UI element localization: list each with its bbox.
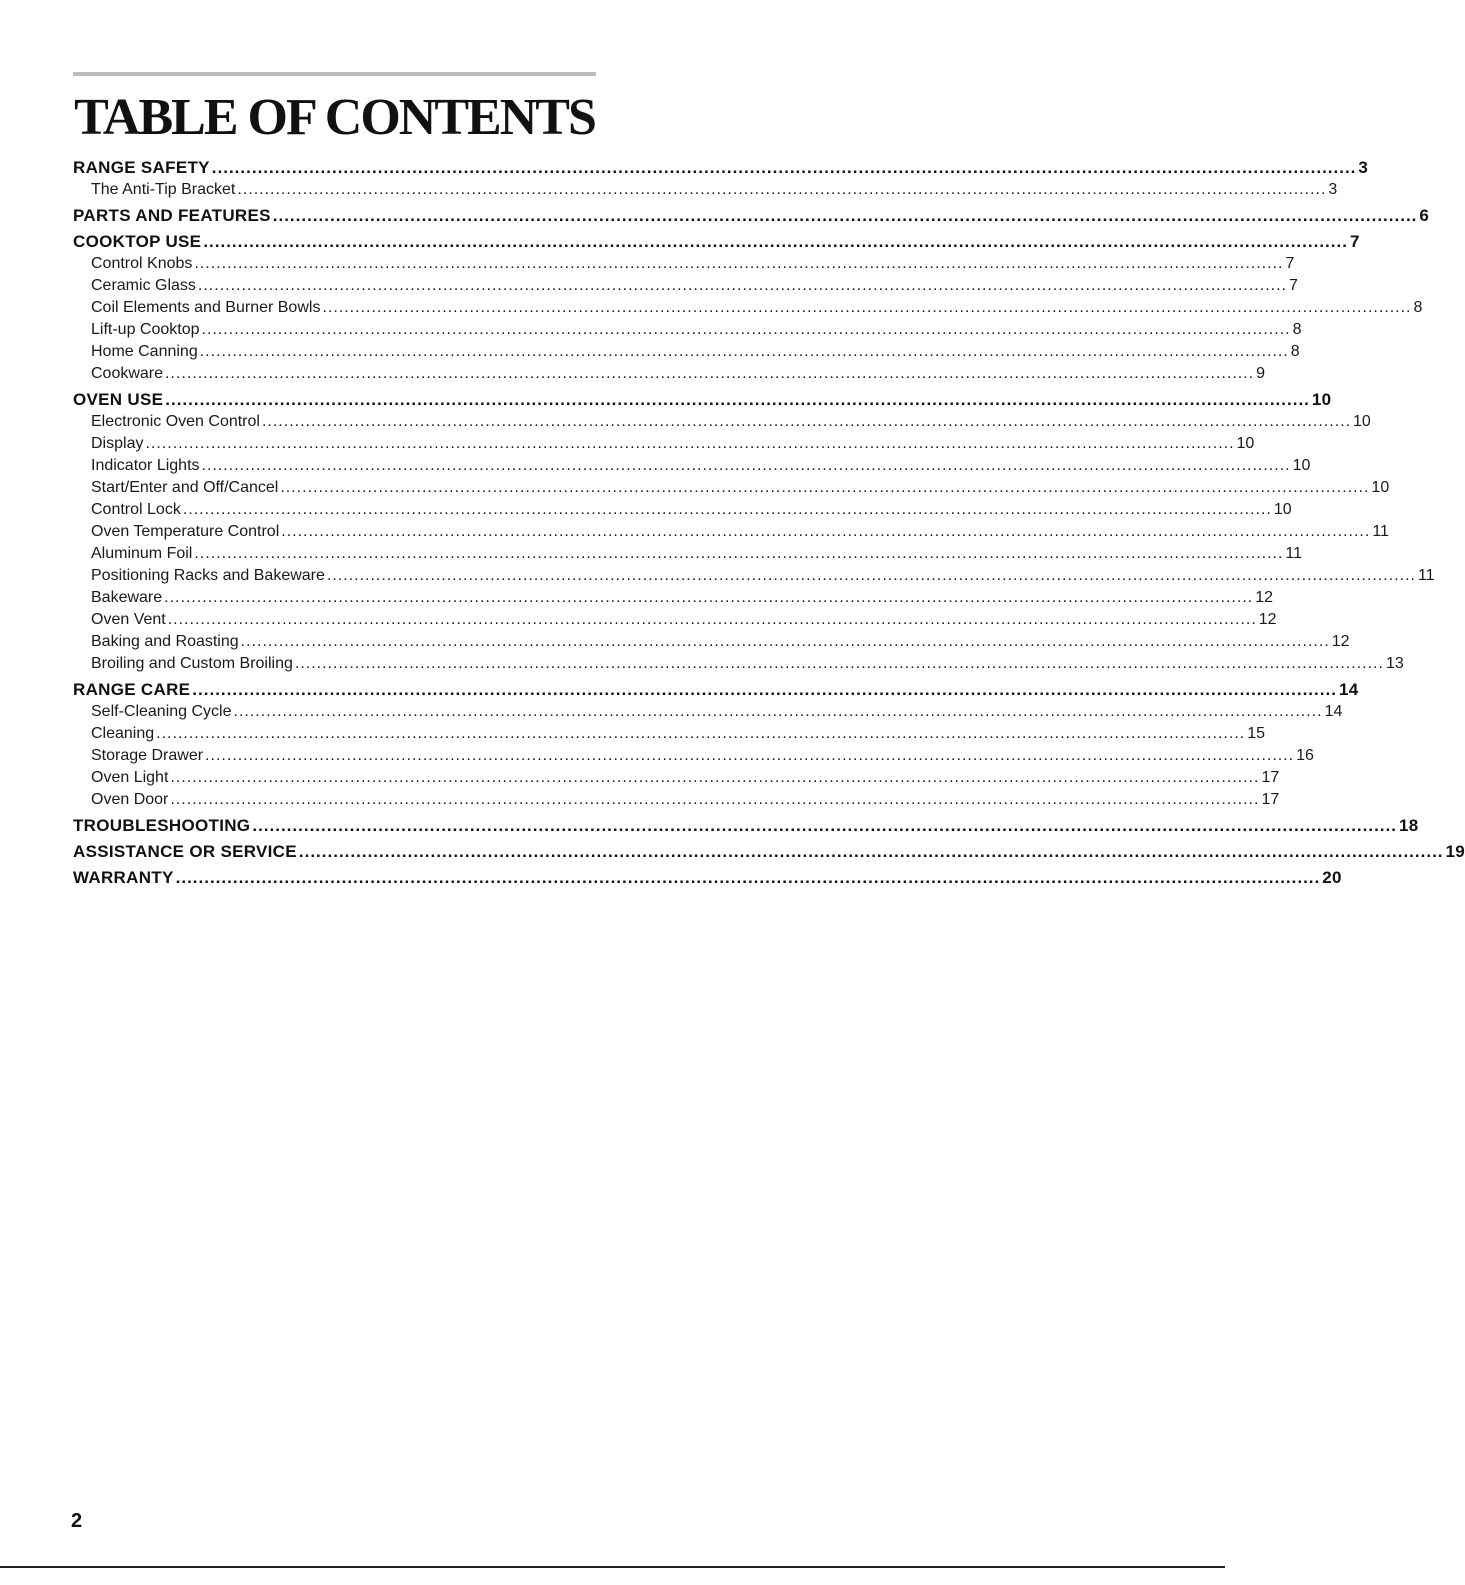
toc-section-entry[interactable] [73,815,1419,837]
toc-entry-label: Home Canning [91,343,198,360]
dot-leader: ........................................................................................................................................................................................................ [170,791,1260,808]
toc-subsection-entry[interactable] [73,565,1435,587]
toc-entry-page: 19 [1445,842,1465,861]
toc-entry-label: Oven Temperature Control [91,523,280,540]
toc-entry-page: 12 [1331,633,1350,650]
toc-entry-page: 8 [1290,343,1300,360]
dot-leader: ........................................................................................................................................................................................................ [322,299,1412,316]
toc-entry-label: The Anti-Tip Bracket [91,181,236,198]
dot-leader: ........................................................................................................................................................................................................ [182,501,1272,518]
toc-entry-label: Indicator Lights [91,457,200,474]
title-rule [73,72,596,76]
toc-section-entry[interactable] [73,389,1332,411]
toc-entry-label: Control Lock [91,501,181,518]
dot-leader: ........................................................................................................................................................................................................ [170,769,1260,786]
dot-leader: ........................................................................................................................................................................................................ [165,390,1310,409]
toc-entry-label: Aluminum Foil [91,545,193,562]
toc-entry-page: 12 [1258,611,1277,628]
bottom-rule [0,1566,1225,1568]
dot-leader: ........................................................................................................................................................................................................ [164,589,1254,606]
toc-entry-label: Display [91,435,144,452]
toc-entry-page: 16 [1296,747,1314,764]
dot-leader: ........................................................................................................................................................................................................ [156,725,1246,742]
toc-entry-page: 10 [1273,501,1292,518]
toc-entry-label: COOKTOP USE [73,232,202,251]
toc-entry-page: 15 [1247,725,1266,742]
toc-subsection-entry[interactable] [73,275,1298,297]
toc-subsection-entry[interactable] [73,587,1274,609]
dot-leader: ........................................................................................................................................................................................................ [199,343,1289,360]
toc-entry-page: 10 [1236,435,1255,452]
toc-subsection-entry[interactable] [73,767,1280,789]
dot-leader: ........................................................................................................................................................................................................ [194,255,1284,272]
toc-entry-page: 14 [1324,703,1343,720]
toc-entry-page: 12 [1255,589,1274,606]
toc-entry-page: 8 [1292,321,1302,338]
dot-leader: ........................................................................................................................................................................................................ [197,277,1287,294]
dot-leader: ........................................................................................................................................................................................................ [281,523,1371,540]
toc-subsection-entry[interactable] [73,341,1300,363]
toc-entry-page: 3 [1328,181,1338,198]
toc-entry-page: 20 [1322,868,1342,887]
toc-entry-label: RANGE SAFETY [73,158,210,177]
toc-subsection-entry[interactable] [73,521,1389,543]
dot-leader: ........................................................................................................................................................................................................ [240,633,1330,650]
toc-entry-label: Coil Elements and Burner Bowls [91,299,321,316]
dot-leader: ........................................................................................................................................................................................................ [298,842,1444,861]
toc-entry-label: Oven Door [91,791,169,808]
toc-entry-label: RANGE CARE [73,680,191,699]
toc-subsection-entry[interactable] [73,609,1277,631]
toc-entry-label: Oven Light [91,769,169,786]
toc-entry-label: Broiling and Custom Broiling [91,655,293,672]
toc-entry-label: Oven Vent [91,611,166,628]
toc-subsection-entry[interactable] [73,701,1343,723]
toc-entry-page: 10 [1353,413,1371,430]
dot-leader: ........................................................................................................................................................................................................ [211,158,1357,177]
toc-entry-label: ASSISTANCE OR SERVICE [73,842,297,861]
dot-leader: ........................................................................................................................................................................................................ [167,611,1257,628]
dot-leader: ........................................................................................................................................................................................................ [201,321,1291,338]
toc-subsection-entry[interactable] [73,745,1314,767]
toc-entry-label: Control Knobs [91,255,193,272]
dot-leader: ........................................................................................................................................................................................................ [237,181,1327,198]
page-number: 2 [71,1510,83,1532]
toc-subsection-entry[interactable] [73,411,1371,433]
toc-section-entry[interactable] [73,841,1465,863]
toc-entry-page: 7 [1349,232,1360,251]
toc-subsection-entry[interactable] [73,319,1302,341]
toc-entry-label: Electronic Oven Control [91,413,260,430]
toc-entry-label: PARTS AND FEATURES [73,206,271,225]
toc-section-entry[interactable] [73,679,1359,701]
toc-entry-page: 10 [1292,457,1311,474]
toc-subsection-entry[interactable] [73,543,1303,565]
toc-entry-label: Baking and Roasting [91,633,239,650]
toc-subsection-entry[interactable] [73,499,1292,521]
dot-leader: ........................................................................................................................................................................................................ [203,232,1348,251]
toc-entry-page: 14 [1338,680,1359,699]
toc-entry-page: 8 [1413,299,1423,316]
toc-entry-page: 7 [1288,277,1298,294]
toc-entry-page: 6 [1419,206,1430,225]
toc-subsection-entry[interactable] [73,363,1265,385]
toc-entry-page: 7 [1285,255,1295,272]
toc-entry-label: Cookware [91,365,164,382]
toc-subsection-entry[interactable] [73,789,1280,811]
toc-entry-page: 17 [1261,769,1280,786]
toc-entry-page: 18 [1398,816,1419,835]
toc-subsection-entry[interactable] [73,477,1390,499]
toc-entry-label: TROUBLESHOOTING [73,816,251,835]
toc-entry-page: 10 [1311,390,1332,409]
toc-entry-page: 3 [1358,158,1369,177]
page-title: TABLE OF CONTENTS [74,89,595,146]
toc-entry-page: 9 [1256,365,1265,382]
table-of-contents [73,157,1465,889]
dot-leader: ........................................................................................................................................................................................................ [294,655,1384,672]
dot-leader: ........................................................................................................................................................................................................ [192,680,1337,699]
toc-section-entry[interactable] [73,157,1369,179]
toc-section-entry[interactable] [73,231,1360,253]
toc-entry-label: Start/Enter and Off/Cancel [91,479,279,496]
dot-leader: ........................................................................................................................................................................................................ [175,868,1321,887]
toc-subsection-entry[interactable] [73,631,1350,653]
toc-entry-page: 11 [1285,545,1303,562]
toc-entry-page: 13 [1385,655,1404,672]
dot-leader: ........................................................................................................................................................................................................ [201,457,1291,474]
toc-entry-label: Lift-up Cooktop [91,321,200,338]
toc-entry-page: 11 [1417,567,1435,584]
toc-entry-label: OVEN USE [73,390,164,409]
dot-leader: ........................................................................................................................................................................................................ [326,567,1416,584]
toc-subsection-entry[interactable] [73,179,1338,201]
toc-entry-label: Cleaning [91,725,155,742]
toc-entry-label: WARRANTY [73,868,174,887]
toc-entry-label: Storage Drawer [91,747,204,764]
toc-section-entry[interactable] [73,205,1430,227]
toc-entry-label: Bakeware [91,589,163,606]
dot-leader: ........................................................................................................................................................................................................ [252,816,1397,835]
toc-subsection-entry[interactable] [73,455,1311,477]
toc-entry-page: 17 [1261,791,1280,808]
toc-entry-label: Self-Cleaning Cycle [91,703,232,720]
toc-subsection-entry[interactable] [73,253,1295,275]
dot-leader: ........................................................................................................................................................................................................ [145,435,1235,452]
toc-subsection-entry[interactable] [73,653,1404,675]
toc-section-entry[interactable] [73,867,1342,889]
toc-entry-label: Positioning Racks and Bakeware [91,567,325,584]
toc-subsection-entry[interactable] [73,297,1423,319]
toc-entry-page: 11 [1372,523,1389,540]
toc-subsection-entry[interactable] [73,433,1255,455]
dot-leader: ........................................................................................................................................................................................................ [272,206,1418,225]
dot-leader: ........................................................................................................................................................................................................ [233,703,1323,720]
dot-leader: ........................................................................................................................................................................................................ [280,479,1370,496]
dot-leader: ........................................................................................................................................................................................................ [205,747,1295,764]
toc-entry-page: 10 [1371,479,1390,496]
toc-entry-label: Ceramic Glass [91,277,196,294]
dot-leader: ........................................................................................................................................................................................................ [261,413,1352,430]
toc-subsection-entry[interactable] [73,723,1266,745]
dot-leader: ........................................................................................................................................................................................................ [194,545,1284,562]
dot-leader: ........................................................................................................................................................................................................ [165,365,1255,382]
